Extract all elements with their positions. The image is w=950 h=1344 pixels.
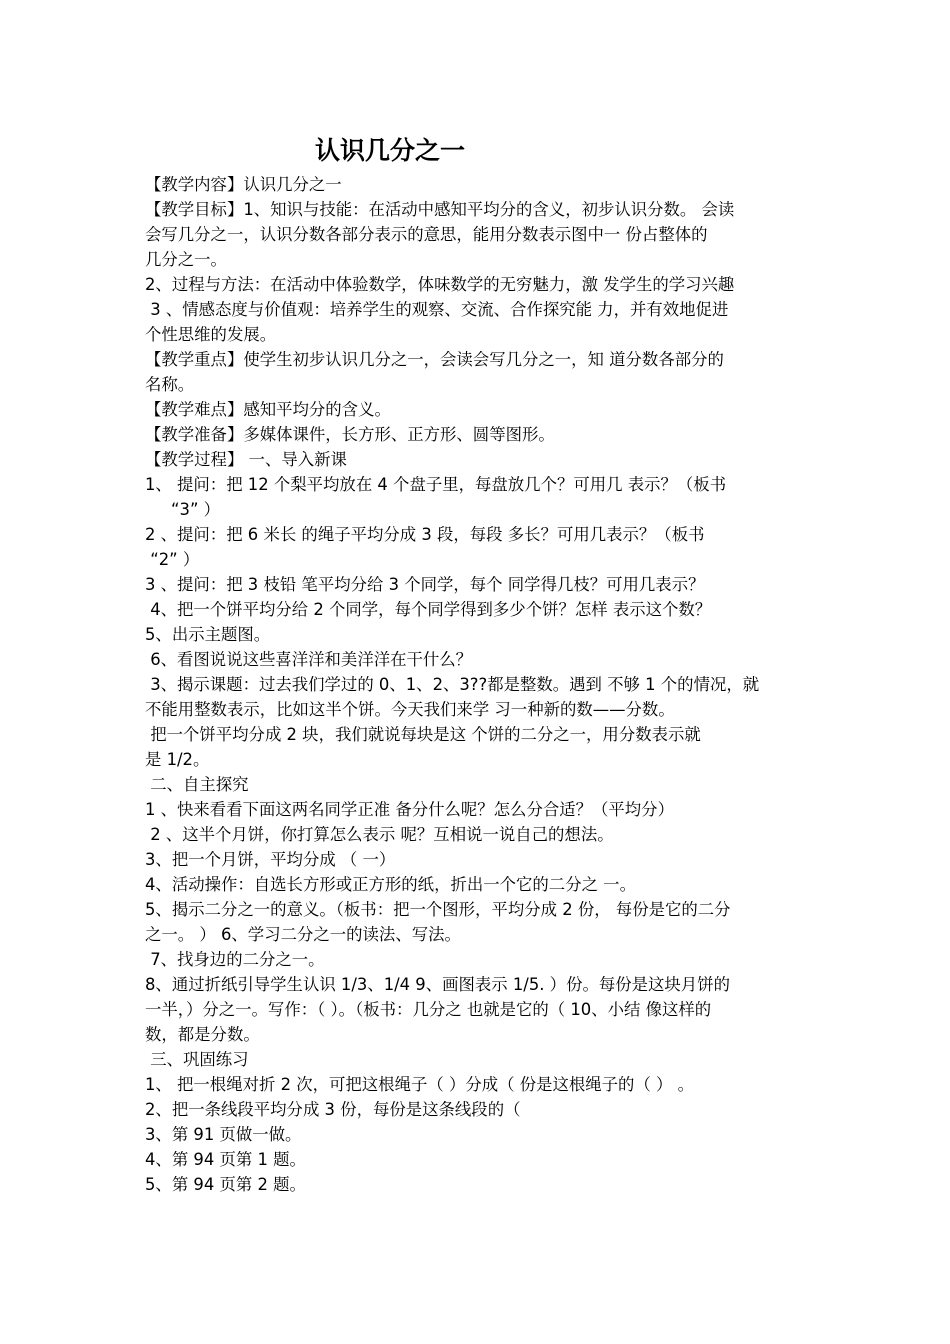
text-line: 会写几分之一，认识分数各部分表示的意思，能用分数表示图中一 份占整体的: [145, 225, 708, 244]
text-line: 5、出示主题图。: [145, 625, 271, 644]
text-line: 7、找身边的二分之一。: [145, 950, 325, 969]
text-line: 2、过程与方法：在活动中体验数学，体味数学的无穷魅力，激 发学生的学习兴趣: [145, 275, 735, 294]
text-line: 个性思维的发展。: [145, 325, 277, 344]
text-line: 6、看图说说这些喜洋洋和美洋洋在干什么？: [145, 650, 473, 669]
text-line: 数，都是分数。: [145, 1025, 260, 1044]
text-line: 3 、提问：把 3 枝铅 笔平均分给 3 个同学，每个 同学得几枝？可用几表示？: [145, 575, 705, 594]
text-line: 二、自主探究: [145, 775, 249, 794]
text-line: 【教学内容】认识几分之一: [145, 175, 342, 194]
text-line: 【教学过程】 一、导入新课: [145, 450, 347, 469]
text-line: “2” ）: [145, 550, 200, 569]
text-line: 【教学难点】感知平均分的含义。: [145, 400, 391, 419]
text-line: 3、把一个月饼，平均分成 （ 一）: [145, 850, 396, 869]
text-line: 4、活动操作：自选长方形或正方形的纸，折出一个它的二分之 一。: [145, 875, 636, 894]
document-title: 认识几分之一: [314, 136, 465, 165]
text-line: 4、把一个饼平均分给 2 个同学，每个同学得到多少个饼？怎样 表示这个数？: [145, 600, 712, 619]
text-line: 3 、情感态度与价值观：培养学生的观察、交流、合作探究能 力，并有效地促进: [145, 300, 729, 319]
text-line: 1、 把一根绳对折 2 次，可把这根绳子（ ）分成（ 份是这根绳子的（ ） 。: [145, 1075, 695, 1094]
text-line: 5、第 94 页第 2 题。: [145, 1175, 306, 1194]
text-line: 【教学目标】1、知识与技能：在活动中感知平均分的含义，初步认识分数。 会读: [145, 200, 735, 219]
text-line: 之一。 ） 6、学习二分之一的读法、写法。: [145, 925, 461, 944]
text-line: 不能用整数表示，比如这半个饼。今天我们来学 习一种新的数——分数。: [145, 700, 675, 719]
text-line: 一半，）分之一。写作：（ ）。（板书：几分之 也就是它的（ 10、小结 像这样的: [145, 1000, 712, 1019]
text-line: 3、第 91 页做一做。: [145, 1125, 302, 1144]
text-line: 名称。: [145, 375, 195, 394]
text-line: “3” ）: [145, 500, 221, 519]
text-line: 是 1/2。: [145, 750, 210, 769]
text-line: 1、 提问：把 12 个梨平均放在 4 个盘子里，每盘放几个？可用几 表示？（板书: [145, 475, 727, 494]
text-line: 2 、提问：把 6 米长 的绳子平均分成 3 段，每段 多长？可用几表示？（板书: [145, 525, 705, 544]
text-line: 把一个饼平均分成 2 块，我们就说每块是这 个饼的二分之一，用分数表示就: [145, 725, 701, 744]
text-line: 3、揭示课题：过去我们学过的 0、1、2、3??都是整数。遇到 不够 1 个的情况，就: [145, 675, 760, 694]
text-line: 【教学准备】多媒体课件，长方形、正方形、圆等图形。: [145, 425, 555, 444]
text-line: 几分之一。: [145, 250, 227, 269]
text-line: 8、通过折纸引导学生认识 1/3、1/4 9、画图表示 1/5. ）份。每份是这块月饼的: [145, 975, 730, 994]
text-line: 1 、快来看看下面这两名同学正准 备分什么呢？怎么分合适？（平均分）: [145, 800, 674, 819]
text-line: 2、把一条线段平均分成 3 份，每份是这条线段的（: [145, 1100, 521, 1119]
document-body: [145, 172, 810, 1197]
text-line: 5、揭示二分之一的意义。（板书：把一个图形，平均分成 2 份， 每份是它的二分: [145, 900, 731, 919]
text-line: 2 、这半个月饼，你打算怎么表示 呢？互相说一说自己的想法。: [145, 825, 614, 844]
text-line: 【教学重点】使学生初步认识几分之一，会读会写几分之一，知 道分数各部分的: [145, 350, 724, 369]
text-line: 三、巩固练习: [145, 1050, 249, 1069]
text-line: 4、第 94 页第 1 题。: [145, 1150, 306, 1169]
